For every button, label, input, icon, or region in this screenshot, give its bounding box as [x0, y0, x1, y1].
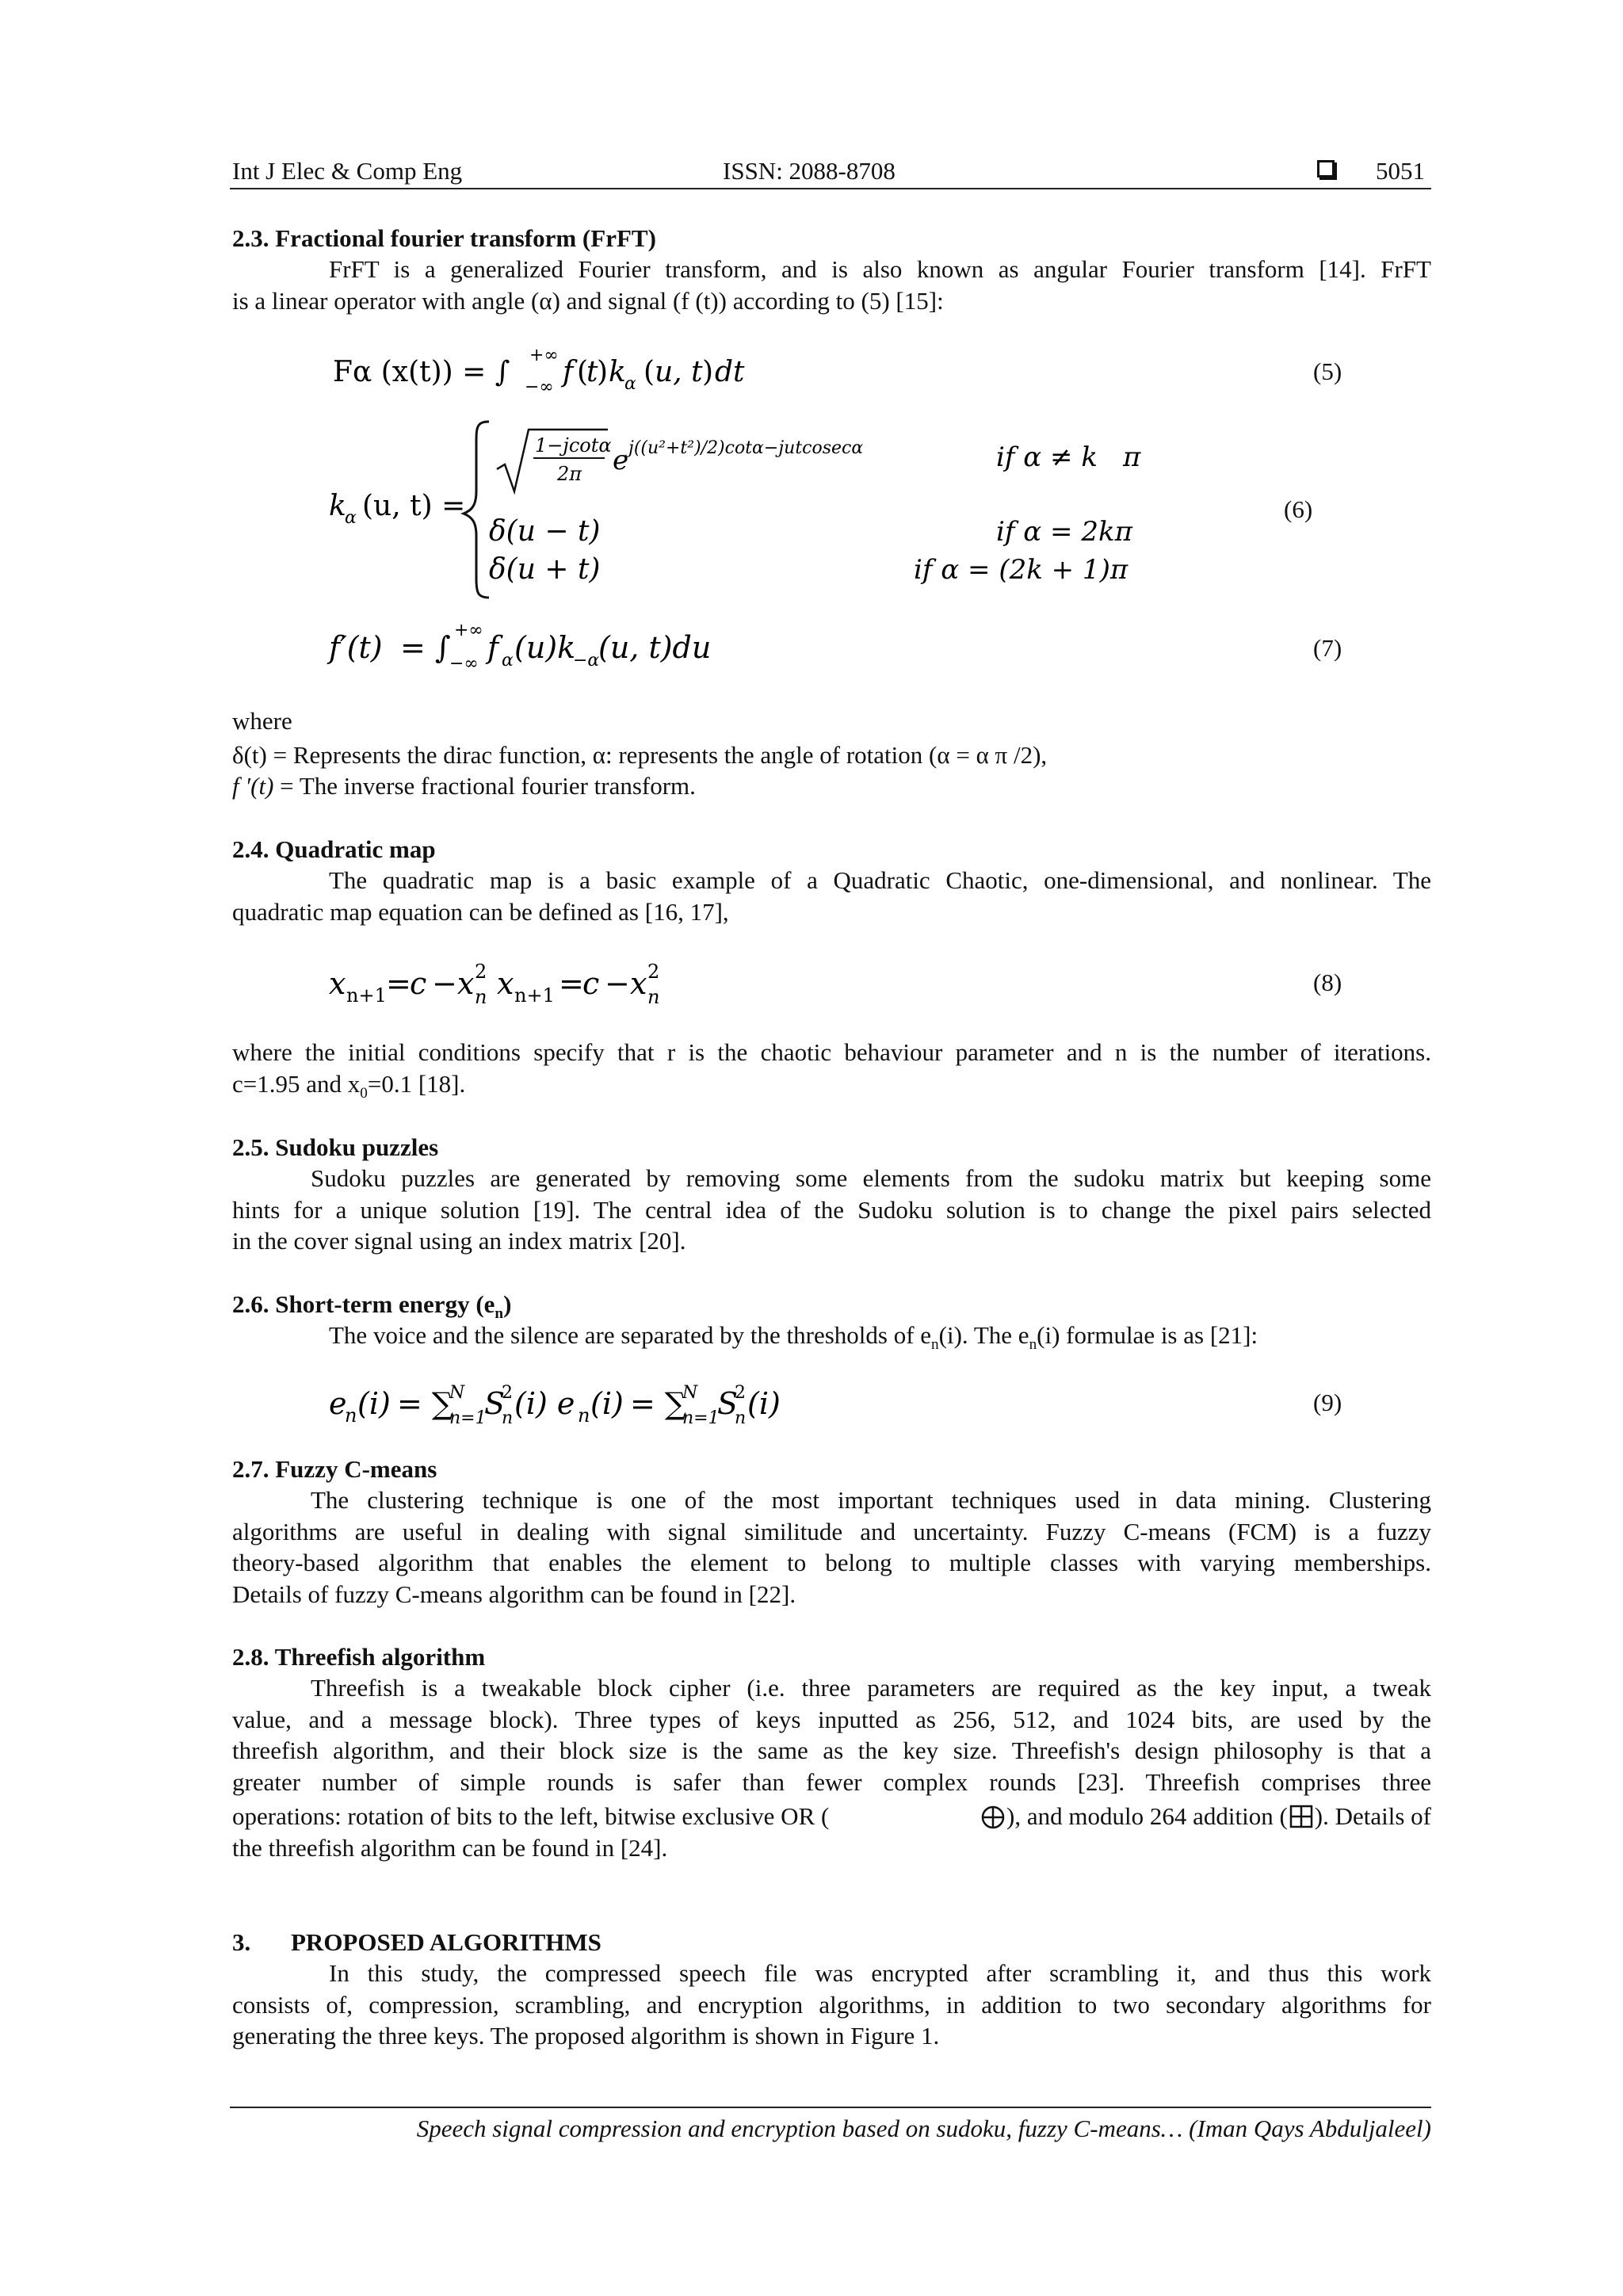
svg-text:(: (	[577, 356, 589, 388]
section-2-5-para-line: Sudoku puzzles are generated by removing some elements from the sudoku matrix but keeping some	[311, 1164, 1431, 1192]
section-3-number: 3.	[232, 1928, 251, 1956]
svg-text:N: N	[449, 1383, 465, 1403]
svg-text:t: t	[586, 356, 598, 388]
svg-text:(i): (i)	[357, 1386, 391, 1421]
section-2-8-para-line: threefish algorithm, and their block size is the same as the key size. Threefish's design philosophy is that a	[232, 1736, 1431, 1764]
text-fragment: =0.1 [18].	[367, 1070, 466, 1098]
header-page-number: 5051	[1376, 157, 1425, 185]
svg-text:α: α	[624, 374, 636, 394]
svg-text:+∞: +∞	[454, 621, 483, 640]
equation-5	[325, 337, 800, 400]
svg-text:n+1: n+1	[346, 984, 387, 1007]
section-2-8-para-line	[232, 1801, 1431, 1832]
equation-7	[321, 610, 796, 682]
header-rule	[230, 188, 1431, 189]
section-2-8-heading: 2.8. Threefish algorithm	[232, 1643, 486, 1671]
svg-text:f′(t): f′(t)	[329, 630, 383, 665]
text-fragment: (i) formulae is as [21]:	[1037, 1321, 1258, 1349]
svg-text:k: k	[609, 356, 626, 388]
svg-text:(u, t)du: (u, t)du	[598, 630, 712, 665]
subscript: 0	[360, 1085, 368, 1102]
svg-text:=: =	[386, 966, 411, 1001]
equation-8	[321, 949, 765, 1013]
svg-text:= ∑: = ∑	[397, 1386, 454, 1421]
svg-text:e: e	[329, 1386, 347, 1421]
svg-text:S: S	[484, 1386, 506, 1421]
footer-rule	[230, 2107, 1431, 2108]
section-2-7-para-line: Details of fuzzy C-means algorithm can be found in [22].	[232, 1580, 796, 1608]
xor-circle-plus-icon	[980, 1803, 1006, 1830]
header-issn: ISSN: 2088-8708	[723, 157, 896, 185]
subscript: n	[1029, 1336, 1037, 1354]
section-2-5-heading: 2.5. Sudoku puzzles	[232, 1133, 439, 1161]
section-2-5-para-line: hints for a unique solution [19]. The central idea of the Sudoku solution is to change the pixel pairs selected	[232, 1196, 1431, 1224]
svg-text:α: α	[502, 651, 514, 670]
text-fragment: ). Details of	[1314, 1802, 1431, 1830]
section-3-para-line: generating the three keys. The proposed algorithm is shown in Figure 1.	[232, 2022, 940, 2050]
inverse-text: = The inverse fractional fourier transform.	[273, 772, 696, 800]
section-2-7-para-line: theory-based algorithm that enables the element to belong to multiple classes with varying memberships.	[232, 1549, 1431, 1576]
modular-addition-box-plus-icon	[1288, 1803, 1315, 1830]
equation-9	[321, 1370, 892, 1433]
svg-text:n: n	[735, 1408, 747, 1428]
svg-text:N: N	[682, 1383, 698, 1403]
section-3-para-line: consists of, compression, scrambling, and encryption algorithms, in addition to two secondary algorithms for	[232, 1991, 1431, 2019]
svg-text:2π: 2π	[557, 463, 582, 485]
section-2-7-heading: 2.7. Fuzzy C-means	[232, 1455, 437, 1483]
square-bullet-icon	[1317, 160, 1335, 178]
section-2-3-heading: 2.3. Fractional fourier transform (FrFT)	[232, 224, 656, 252]
definition-inverse	[232, 770, 696, 801]
svg-text:S: S	[717, 1386, 739, 1421]
svg-text:x: x	[630, 966, 647, 1001]
text-fragment: The voice and the silence are separated by the thresholds of e	[329, 1321, 932, 1349]
svg-text:dt: dt	[715, 356, 745, 388]
svg-text:2: 2	[475, 961, 487, 983]
svg-text:n: n	[475, 986, 487, 1008]
section-2-4-para-line: The quadratic map is a basic example of a Quadratic Chaotic, one-dimensional, and nonlinear. The	[329, 866, 1431, 894]
section-2-8-para-line: greater number of simple rounds is safer than fewer complex rounds [23]. Threefish comprises three	[232, 1768, 1431, 1796]
svg-text:(: (	[643, 356, 655, 388]
svg-text:−∞: −∞	[449, 654, 479, 674]
footer-running-title: Speech signal compression and encryption based on sudoku, fuzzy C-means… (Iman Qays Abduljaleel)	[416, 2115, 1431, 2142]
section-2-6-heading	[232, 1289, 512, 1323]
svg-text:= ∑: = ∑	[630, 1386, 687, 1421]
section-2-5-para-line: in the cover signal using an index matrix [20].	[232, 1227, 686, 1255]
subscript: n	[495, 1305, 504, 1323]
text-fragment: 2.6. Short-term energy (e	[232, 1290, 495, 1318]
section-3-para-line: In this study, the compressed speech file was encrypted after scrambling it, and thus this work	[329, 1959, 1431, 1987]
text-fragment: (i). The e	[938, 1321, 1029, 1349]
svg-text:n=1: n=1	[682, 1408, 720, 1428]
svg-text:(i): (i)	[590, 1386, 624, 1421]
svg-text:Fα (x(t)) = ∫: Fα (x(t)) = ∫	[333, 356, 510, 388]
svg-text:if α ≠ k: if α ≠ k	[996, 441, 1098, 473]
section-2-4-para2-line	[232, 1068, 466, 1102]
svg-text:1−jcotα: 1−jcotα	[535, 434, 612, 457]
svg-text:(u, t) =: (u, t) =	[362, 490, 466, 522]
section-2-4-para2-line: where the initial conditions specify that r is the chaotic behaviour parameter and n is the number of iterations.	[232, 1038, 1431, 1066]
equation-6-number: (6)	[1284, 495, 1313, 523]
svg-text:k: k	[329, 490, 346, 522]
text-fragment: operations: rotation of bits to the left, bitwise exclusive OR (	[232, 1802, 830, 1830]
svg-text:−∞: −∞	[525, 377, 554, 397]
inverse-symbol: f ′(t)	[232, 772, 274, 800]
svg-text:(i) e: (i) e	[514, 1386, 575, 1421]
section-2-8-para-line: Threefish is a tweakable block cipher (i.e. three parameters are required as the key input, a tweak	[311, 1674, 1431, 1702]
equation-8-number: (8)	[1313, 968, 1342, 996]
svg-text:n: n	[345, 1404, 357, 1427]
text-fragment: )	[503, 1290, 512, 1318]
svg-text:j((u²+t²)/2)cotα−jutcosecα: j((u²+t²)/2)cotα−jutcosecα	[628, 438, 864, 458]
where-label: where	[232, 707, 292, 735]
definition-delta: δ(t) = Represents the dirac function, α: represents the angle of rotation (α = α π /2),	[232, 741, 1048, 769]
svg-text:): )	[597, 356, 609, 388]
section-3-heading: PROPOSED ALGORITHMS	[291, 1928, 601, 1956]
svg-text:x: x	[497, 966, 514, 1001]
equation-9-number: (9)	[1313, 1389, 1342, 1416]
section-2-8-para-line: value, and a message block). Three types of keys inputted as 256, 512, and 1024 bits, are used by the	[232, 1706, 1431, 1733]
svg-text:δ(u + t): δ(u + t)	[489, 553, 601, 586]
svg-text:x: x	[329, 966, 346, 1001]
svg-text:): )	[702, 356, 714, 388]
svg-text:2: 2	[502, 1383, 513, 1403]
svg-text:(u)k: (u)k	[514, 630, 576, 665]
svg-text:−: −	[432, 966, 457, 1001]
section-2-4-para-line: quadratic map equation can be defined as [16, 17],	[232, 898, 729, 926]
subscript: n	[931, 1336, 939, 1354]
header-journal: Int J Elec & Comp Eng	[232, 157, 463, 185]
svg-text:if α = (2k + 1)π: if α = (2k + 1)π	[914, 554, 1128, 586]
text-fragment: c=1.95 and x	[232, 1070, 361, 1098]
section-2-6-para-line	[329, 1320, 1258, 1354]
svg-text:=: =	[559, 966, 584, 1001]
svg-text:n=1: n=1	[449, 1408, 487, 1428]
equation-5-number: (5)	[1313, 357, 1342, 385]
svg-text:u, t: u, t	[655, 356, 703, 388]
equation-6	[321, 412, 1177, 602]
svg-text:f: f	[563, 356, 574, 388]
svg-text:= ∫: = ∫	[400, 630, 451, 665]
section-2-3-para-line: is a linear operator with angle (α) and signal (f (t)) according to (5) [15]:	[232, 287, 944, 315]
section-2-3-para-line: FrFT is a generalized Fourier transform, and is also known as angular Fourier transform [14]. FrFT	[329, 255, 1431, 283]
equation-7-number: (7)	[1313, 634, 1342, 662]
svg-text:c: c	[410, 966, 427, 1001]
svg-text:e: e	[613, 445, 629, 476]
svg-text:if α = 2kπ: if α = 2kπ	[996, 516, 1132, 548]
svg-text:2: 2	[647, 961, 660, 983]
svg-text:α: α	[345, 508, 357, 528]
section-2-7-para-line: algorithms are useful in dealing with signal similitude and uncertainty. Fuzzy C-means (FCM) is a fuzzy	[232, 1518, 1431, 1545]
svg-text:f: f	[487, 630, 499, 665]
section-2-4-heading: 2.4. Quadratic map	[232, 835, 436, 863]
svg-text:+∞: +∞	[529, 346, 559, 365]
svg-text:δ(u − t): δ(u − t)	[489, 515, 601, 548]
ops-group	[980, 1801, 1431, 1832]
svg-text:n: n	[647, 986, 660, 1008]
svg-text:π: π	[1123, 441, 1141, 473]
svg-text:n: n	[578, 1404, 590, 1427]
svg-text:(i): (i)	[747, 1386, 781, 1421]
svg-text:n+1: n+1	[514, 984, 555, 1007]
section-2-8-para-line: the threefish algorithm can be found in [24].	[232, 1834, 668, 1862]
section-2-7-para-line: The clustering technique is one of the most important techniques used in data mining. Clustering	[311, 1486, 1431, 1514]
svg-text:x: x	[457, 966, 475, 1001]
svg-text:n: n	[502, 1408, 514, 1428]
svg-text:−α: −α	[573, 651, 600, 670]
text-fragment: ), and modulo 264 addition (	[1006, 1802, 1288, 1830]
svg-text:−: −	[605, 966, 630, 1001]
svg-text:2: 2	[735, 1383, 746, 1403]
svg-text:c: c	[582, 966, 600, 1001]
